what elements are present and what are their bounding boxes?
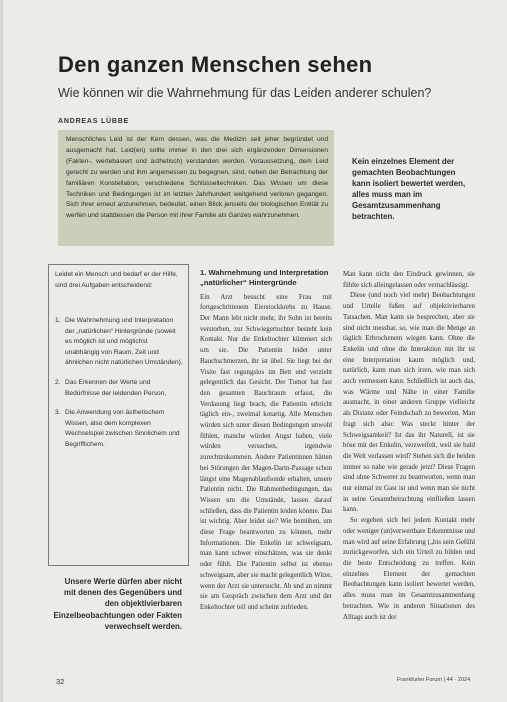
- page-number: 32: [56, 677, 65, 686]
- article-author: ANDREAS LÜBBE: [58, 118, 130, 125]
- intro-text: Menschliches Leid ist der Kern dessen, was die Medizin seit jeher begründet und ausgemacht hat. Leid(en) sollte immer in den drei sich ergänzenden Dimensionen (Fakten-, wertebasiert und ästhetisch) verstanden werden. Voraussetzung, dem Leid gerecht zu werden und ihm angemessen zu begegnen, sind, neben der Betrachtung der familiären Konstellation, verschiedene Schlüsseltechniken. Das Wissen um diese Techniken und Bedingungen ist im letzten Jahrhundert weitgehend verloren gegangen. Sich ihrer erneut anzunehmen, bedeutet, einen Blick jenseits der biologischen Entität zu werfen und stattdessen die Person mit ihrer Familie als Ganzes wahrzunehmen.: [66, 136, 328, 220]
- task-number: 2.: [55, 378, 61, 386]
- task-text: Das Erkennen der Werte und Bedürfnisse der leidenden Person,: [65, 378, 167, 397]
- section-heading: 1. Wahrnehmung und Interpretation „natürlicher“ Hintergründe: [200, 268, 329, 287]
- pull-quote-left: Unsere Werte dürfen aber nicht mit denen des Gegenübers und den objektivierbaren Einzelbeobachtungen oder Fakten verwechselt werden.: [53, 577, 182, 631]
- paragraph: Man kann nicht den Eindruck gewinnen, sie fühlte sich alleingelassen oder vernachlässigt.: [343, 271, 475, 289]
- paragraph: So ergeben sich bei jedem Kontakt mehr oder weniger (un)verwertbare Erkenntnisse und man wird auf seine Erfahrung („bis sein Gefühl zurückgeworfen, sich ein Urteil zu bilden und die beste Entscheidung zu treffen. Kein einzelnes Element der gemachten Beobachtungen kann isoliert bewertet werden, alles muss man im Gesamtzusammenhang betrachten. Wie in anderen Situationen des Alltags auch ist der: [343, 517, 475, 621]
- paragraph: Diese (und noch viel mehr) Beobachtungen und Urteile fußen auf objektivierbaren Tatsachen. Man kann sie besprechen, aber sie sind nicht messbar, so, wie man die Menge an täglich Erbrochenem wiegen kann. Ohne die Enkelin und ohne die Interaktion mit ihr ist eine Interpretation kaum möglich und, natürlich, kann man sich irren, wie man sich auch vermessen kann. Schließlich ist auch das, was Wärme und Nähe in einer Familie ausmacht, in einer anderen Gruppe vielleicht als Distanz oder Feindschaft zu bewerten. Man fragt sich also: Was steckt hinter der Schweigsamkeit? Ist das ihr Naturell, ist sie böse mit der Enkelin, verzweifelt, weil sie bald die Welt verlassen wird? Stehen sich die beiden immer so nahe wie gerade jetzt? Diese Fragen sind ohne Schwerer zu beantworten, wenn man nur einmal zu Gast ist und wenn man sie nicht in seine Gesamtbetrachtung einfließen lassen kann.: [343, 292, 475, 514]
- column-middle: [200, 268, 332, 614]
- task-item-1: [55, 316, 183, 369]
- task-item-2: [55, 378, 183, 399]
- article-title: Den ganzen Menschen sehen: [58, 52, 373, 77]
- issue-info: Frankfurter Forum | 44 · 2024: [397, 677, 471, 683]
- tasks-list: [55, 316, 183, 460]
- task-item-3: [55, 408, 183, 450]
- paragraph: Ein Arzt besucht eine Frau mit fortgeschrittenem Eierstockkrebs zu Hause. Der Mann lebt nicht mehr, ihr Sohn ist bereits verstorben, zur Schwiegertochter besteht kein Kontakt. Nur die Enkeltochter kümmert sich um sie. Die Patientin leidet unter Bauchschmerzen, ihr ist übel. Sie liegt bei der Visite fast regungslos im Bett und verzieht gelegentlich das Gesicht. Der Tumor hat fast den gesamten Bauchraum erfasst, die Verdauung liegt brach, die Patientin erbricht täglich ein-, zweimal kotartig. Alle Menschen würden sich unter diesen Bedingungen unwohl fühlen, manche würden Angst haben, viele würden versuchen, irgendwie zurechtzukommen. Andere Patientinnen hätten bei Störungen der Magen-Darm-Passage schon längst eine Magenablaufsonde erhalten, unsere Patientin nicht. Die Rahmenbedingungen, das Wissen um die Umstände, lassen darauf schließen, dass die Patientin leiden könnte. Das ist wichtig. Aber leidet sie? Wie bemühen, um diese Frage beantworten zu können, mehr Informationen. Die Enkelin ist schweigsam, man kann schwer einschätzen, was sie denkt oder fühlt. Die Patientin selbst ist ebenso schweigsam, aber sie macht gelegentlich Witze, wenn der Arzt sie untersucht. Ab und an nimmt sie am Gespräch zwischen dem Arzt und der Enkeltochter teil und scheint zufrieden.: [200, 293, 332, 611]
- article-subtitle: Wie können wir die Wahrnehmung für das Leiden anderer schulen?: [58, 86, 432, 100]
- task-number: 1.: [55, 317, 61, 324]
- pull-quote-right: Kein einzelnes Element der gemachten Beobachtungen kann isoliert bewertet werden, alles muss man im Gesamtzusammenhang betrachten.: [352, 157, 466, 221]
- body-text: [200, 293, 332, 614]
- task-text: Die Wahrnehmung und Interpretation der „natürlichen“ Hintergründe (soweit es möglich ist und möglichst unabhängig von Raum, Zeit und ähnlichen nicht natürlichen Umständen),: [65, 317, 183, 367]
- page-edge: [0, 0, 3, 702]
- task-number: 3.: [55, 409, 61, 417]
- column-right: [343, 270, 475, 623]
- body-text: [343, 270, 475, 623]
- tasks-intro: Leidet ein Mensch und bedarf er der Hilfe, sind drei Aufgaben entscheidend:: [55, 271, 178, 289]
- task-text: Die Anwendung von ästhetischem Wissen, also dem komplexen Wechselspiel zwischen Sinnlichem und Begrifflichem.: [65, 409, 180, 448]
